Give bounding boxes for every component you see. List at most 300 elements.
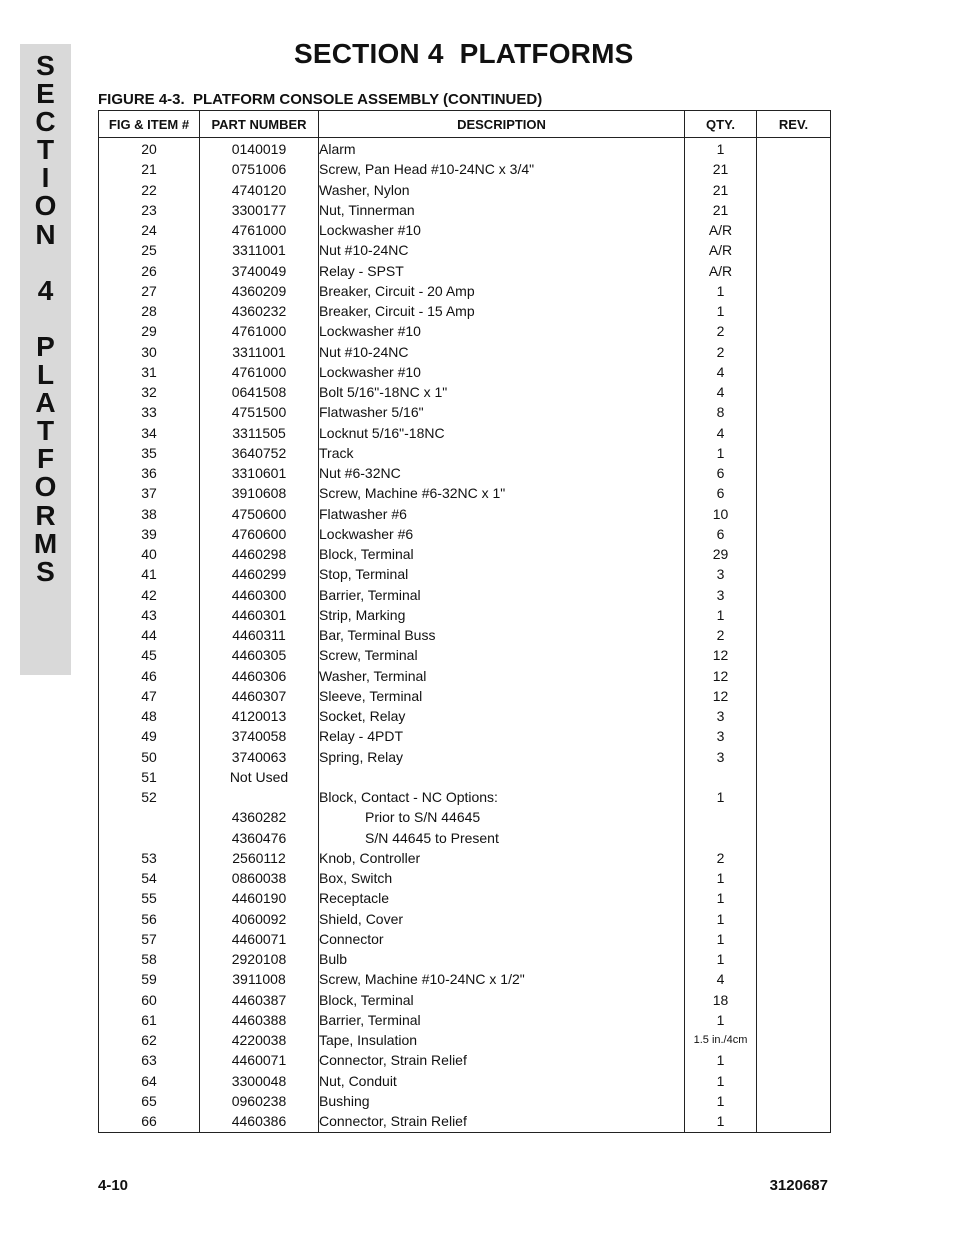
cell-qty: 6 bbox=[685, 463, 757, 483]
cell-part-number: 3300177 bbox=[200, 200, 319, 220]
cell-qty: 1 bbox=[685, 1071, 757, 1091]
header-part-number: PART NUMBER bbox=[200, 111, 319, 138]
cell-description: Shield, Cover bbox=[319, 909, 685, 929]
cell-description: Bar, Terminal Buss bbox=[319, 625, 685, 645]
cell-fig-item: 39 bbox=[99, 524, 200, 544]
table-row bbox=[99, 969, 831, 989]
cell-fig-item: 52 bbox=[99, 787, 200, 807]
cell-qty: 21 bbox=[685, 200, 757, 220]
cell-fig-item bbox=[99, 807, 200, 827]
cell-description: Screw, Machine #10-24NC x 1/2" bbox=[319, 969, 685, 989]
cell-description: Block, Contact - NC Options: bbox=[319, 787, 685, 807]
cell-rev bbox=[757, 605, 831, 625]
cell-description: Locknut 5/16"-18NC bbox=[319, 423, 685, 443]
cell-rev bbox=[757, 301, 831, 321]
cell-part-number: 3910608 bbox=[200, 483, 319, 503]
cell-description: Spring, Relay bbox=[319, 747, 685, 767]
cell-rev bbox=[757, 463, 831, 483]
cell-fig-item: 34 bbox=[99, 423, 200, 443]
table-row bbox=[99, 625, 831, 645]
side-tab-letter: T bbox=[36, 134, 55, 166]
cell-description: Bulb bbox=[319, 949, 685, 969]
cell-rev bbox=[757, 787, 831, 807]
table-row bbox=[99, 1030, 831, 1050]
cell-rev bbox=[757, 929, 831, 949]
cell-qty: 1 bbox=[685, 1091, 757, 1111]
table-row bbox=[99, 463, 831, 483]
cell-fig-item: 42 bbox=[99, 585, 200, 605]
cell-description: Lockwasher #6 bbox=[319, 524, 685, 544]
cell-qty: 1 bbox=[685, 281, 757, 301]
cell-fig-item: 63 bbox=[99, 1050, 200, 1070]
cell-rev bbox=[757, 1050, 831, 1070]
cell-part-number: 4751500 bbox=[200, 402, 319, 422]
cell-qty: 1 bbox=[685, 605, 757, 625]
cell-part-number: Not Used bbox=[200, 767, 319, 787]
cell-rev bbox=[757, 402, 831, 422]
cell-description: Screw, Pan Head #10-24NC x 3/4" bbox=[319, 159, 685, 179]
table-row bbox=[99, 301, 831, 321]
cell-description: Nut #10-24NC bbox=[319, 240, 685, 260]
cell-fig-item: 37 bbox=[99, 483, 200, 503]
cell-fig-item: 48 bbox=[99, 706, 200, 726]
cell-qty bbox=[685, 828, 757, 848]
cell-qty bbox=[685, 767, 757, 787]
cell-fig-item: 55 bbox=[99, 888, 200, 908]
table-row bbox=[99, 787, 831, 807]
table-row bbox=[99, 362, 831, 382]
cell-qty: 3 bbox=[685, 706, 757, 726]
table-row bbox=[99, 1091, 831, 1111]
cell-rev bbox=[757, 261, 831, 281]
table-row bbox=[99, 138, 831, 160]
cell-rev bbox=[757, 1071, 831, 1091]
cell-rev bbox=[757, 706, 831, 726]
cell-rev bbox=[757, 848, 831, 868]
cell-description: Barrier, Terminal bbox=[319, 1010, 685, 1030]
table-row bbox=[99, 605, 831, 625]
cell-part-number: 3740049 bbox=[200, 261, 319, 281]
cell-rev bbox=[757, 949, 831, 969]
cell-qty: 1 bbox=[685, 909, 757, 929]
table-row bbox=[99, 544, 831, 564]
table-row bbox=[99, 483, 831, 503]
cell-description: Barrier, Terminal bbox=[319, 585, 685, 605]
cell-fig-item: 25 bbox=[99, 240, 200, 260]
side-tab-letter: P bbox=[36, 330, 55, 362]
table-row bbox=[99, 1111, 831, 1133]
cell-qty: 29 bbox=[685, 544, 757, 564]
cell-qty: 12 bbox=[685, 686, 757, 706]
cell-fig-item: 30 bbox=[99, 342, 200, 362]
cell-fig-item: 56 bbox=[99, 909, 200, 929]
cell-qty: 12 bbox=[685, 645, 757, 665]
cell-description: Screw, Terminal bbox=[319, 645, 685, 665]
side-tab-letter: 4 bbox=[37, 274, 54, 306]
cell-part-number: 0140019 bbox=[200, 138, 319, 160]
cell-rev bbox=[757, 281, 831, 301]
cell-qty: 1 bbox=[685, 787, 757, 807]
table-row bbox=[99, 423, 831, 443]
cell-description: Lockwasher #10 bbox=[319, 362, 685, 382]
table-row bbox=[99, 990, 831, 1010]
cell-qty: 3 bbox=[685, 726, 757, 746]
cell-part-number: 4761000 bbox=[200, 220, 319, 240]
cell-part-number: 4460386 bbox=[200, 1111, 319, 1133]
table-row bbox=[99, 888, 831, 908]
table-row bbox=[99, 828, 831, 848]
cell-fig-item: 45 bbox=[99, 645, 200, 665]
cell-rev bbox=[757, 1010, 831, 1030]
cell-part-number: 4460299 bbox=[200, 564, 319, 584]
cell-description: Relay - SPST bbox=[319, 261, 685, 281]
cell-rev bbox=[757, 666, 831, 686]
cell-part-number: 4460300 bbox=[200, 585, 319, 605]
table-row bbox=[99, 382, 831, 402]
cell-description: Connector, Strain Relief bbox=[319, 1111, 685, 1133]
cell-qty: A/R bbox=[685, 220, 757, 240]
cell-part-number: 2560112 bbox=[200, 848, 319, 868]
cell-rev bbox=[757, 180, 831, 200]
table-row bbox=[99, 564, 831, 584]
table-row bbox=[99, 747, 831, 767]
cell-fig-item: 65 bbox=[99, 1091, 200, 1111]
side-tab-letter: A bbox=[35, 387, 56, 419]
cell-rev bbox=[757, 767, 831, 787]
cell-fig-item: 28 bbox=[99, 301, 200, 321]
cell-part-number: 4460387 bbox=[200, 990, 319, 1010]
table-header-row bbox=[99, 111, 831, 138]
cell-fig-item: 24 bbox=[99, 220, 200, 240]
cell-part-number: 4761000 bbox=[200, 362, 319, 382]
table-row bbox=[99, 1010, 831, 1030]
header-description: DESCRIPTION bbox=[319, 111, 685, 138]
cell-fig-item: 27 bbox=[99, 281, 200, 301]
cell-qty: 1 bbox=[685, 1010, 757, 1030]
cell-qty: 10 bbox=[685, 504, 757, 524]
cell-qty: 1 bbox=[685, 138, 757, 160]
cell-part-number: 0860038 bbox=[200, 868, 319, 888]
cell-qty: 1 bbox=[685, 443, 757, 463]
cell-fig-item: 29 bbox=[99, 321, 200, 341]
cell-description: S/N 44645 to Present bbox=[319, 828, 685, 848]
cell-qty: 4 bbox=[685, 382, 757, 402]
cell-qty: 18 bbox=[685, 990, 757, 1010]
table-row bbox=[99, 1071, 831, 1091]
cell-qty: 4 bbox=[685, 362, 757, 382]
cell-part-number: 3311505 bbox=[200, 423, 319, 443]
cell-part-number: 0751006 bbox=[200, 159, 319, 179]
cell-qty: 8 bbox=[685, 402, 757, 422]
cell-qty: 2 bbox=[685, 342, 757, 362]
cell-qty: A/R bbox=[685, 261, 757, 281]
cell-rev bbox=[757, 159, 831, 179]
cell-description: Stop, Terminal bbox=[319, 564, 685, 584]
cell-rev bbox=[757, 362, 831, 382]
table-row bbox=[99, 220, 831, 240]
cell-fig-item: 53 bbox=[99, 848, 200, 868]
cell-qty: 4 bbox=[685, 969, 757, 989]
cell-rev bbox=[757, 747, 831, 767]
cell-description: Knob, Controller bbox=[319, 848, 685, 868]
side-tab-letter: O bbox=[34, 471, 57, 503]
cell-fig-item: 49 bbox=[99, 726, 200, 746]
cell-description: Nut #6-32NC bbox=[319, 463, 685, 483]
cell-fig-item bbox=[99, 828, 200, 848]
cell-qty: 1 bbox=[685, 301, 757, 321]
cell-qty: 2 bbox=[685, 625, 757, 645]
cell-part-number: 0960238 bbox=[200, 1091, 319, 1111]
cell-description: Alarm bbox=[319, 138, 685, 160]
cell-fig-item: 66 bbox=[99, 1111, 200, 1133]
table-row bbox=[99, 949, 831, 969]
section-side-tab-letters bbox=[20, 52, 71, 586]
cell-rev bbox=[757, 382, 831, 402]
cell-qty: 1 bbox=[685, 949, 757, 969]
cell-part-number: 4460307 bbox=[200, 686, 319, 706]
table-row bbox=[99, 342, 831, 362]
parts-table-body bbox=[99, 138, 831, 1133]
cell-description: Connector, Strain Relief bbox=[319, 1050, 685, 1070]
cell-fig-item: 38 bbox=[99, 504, 200, 524]
cell-fig-item: 64 bbox=[99, 1071, 200, 1091]
cell-description: Flatwasher #6 bbox=[319, 504, 685, 524]
table-row bbox=[99, 504, 831, 524]
side-tab-letter: C bbox=[35, 106, 56, 138]
cell-part-number: 4120013 bbox=[200, 706, 319, 726]
cell-fig-item: 23 bbox=[99, 200, 200, 220]
cell-part-number: 4360282 bbox=[200, 807, 319, 827]
table-row bbox=[99, 686, 831, 706]
cell-part-number: 3311001 bbox=[200, 342, 319, 362]
cell-part-number: 3740058 bbox=[200, 726, 319, 746]
cell-qty: 2 bbox=[685, 848, 757, 868]
cell-rev bbox=[757, 686, 831, 706]
cell-description: Screw, Machine #6-32NC x 1" bbox=[319, 483, 685, 503]
cell-description: Breaker, Circuit - 15 Amp bbox=[319, 301, 685, 321]
side-tab-letter: E bbox=[36, 78, 55, 110]
cell-description: Nut #10-24NC bbox=[319, 342, 685, 362]
cell-part-number: 4460298 bbox=[200, 544, 319, 564]
cell-description: Connector bbox=[319, 929, 685, 949]
table-row bbox=[99, 666, 831, 686]
cell-fig-item: 62 bbox=[99, 1030, 200, 1050]
header-rev: REV. bbox=[757, 111, 831, 138]
cell-rev bbox=[757, 483, 831, 503]
cell-description: Nut, Conduit bbox=[319, 1071, 685, 1091]
cell-fig-item: 22 bbox=[99, 180, 200, 200]
parts-table bbox=[98, 110, 831, 1133]
cell-part-number: 4460071 bbox=[200, 1050, 319, 1070]
cell-fig-item: 32 bbox=[99, 382, 200, 402]
cell-rev bbox=[757, 423, 831, 443]
cell-qty: 1 bbox=[685, 868, 757, 888]
table-row bbox=[99, 443, 831, 463]
cell-part-number: 4460305 bbox=[200, 645, 319, 665]
cell-fig-item: 61 bbox=[99, 1010, 200, 1030]
cell-rev bbox=[757, 1030, 831, 1050]
side-tab-letter: L bbox=[36, 359, 55, 391]
cell-qty: 6 bbox=[685, 524, 757, 544]
cell-description: Bushing bbox=[319, 1091, 685, 1111]
cell-fig-item: 59 bbox=[99, 969, 200, 989]
cell-description: Nut, Tinnerman bbox=[319, 200, 685, 220]
cell-part-number: 4460388 bbox=[200, 1010, 319, 1030]
cell-part-number: 3310601 bbox=[200, 463, 319, 483]
cell-part-number: 4460311 bbox=[200, 625, 319, 645]
cell-qty: 12 bbox=[685, 666, 757, 686]
side-tab-letter: S bbox=[36, 555, 55, 587]
cell-fig-item: 46 bbox=[99, 666, 200, 686]
cell-fig-item: 44 bbox=[99, 625, 200, 645]
cell-description bbox=[319, 767, 685, 787]
page-title: SECTION 4 PLATFORMS bbox=[294, 38, 634, 69]
cell-qty: 4 bbox=[685, 423, 757, 443]
cell-rev bbox=[757, 443, 831, 463]
cell-qty: 21 bbox=[685, 180, 757, 200]
cell-description: Box, Switch bbox=[319, 868, 685, 888]
cell-description: Strip, Marking bbox=[319, 605, 685, 625]
table-row bbox=[99, 261, 831, 281]
cell-part-number: 3911008 bbox=[200, 969, 319, 989]
table-row bbox=[99, 281, 831, 301]
table-row bbox=[99, 929, 831, 949]
cell-rev bbox=[757, 868, 831, 888]
cell-part-number: 0641508 bbox=[200, 382, 319, 402]
cell-rev bbox=[757, 544, 831, 564]
cell-part-number: 4360476 bbox=[200, 828, 319, 848]
cell-description: Washer, Terminal bbox=[319, 666, 685, 686]
table-row bbox=[99, 726, 831, 746]
cell-rev bbox=[757, 888, 831, 908]
cell-part-number: 4750600 bbox=[200, 504, 319, 524]
cell-qty: 3 bbox=[685, 585, 757, 605]
cell-qty: 1 bbox=[685, 888, 757, 908]
cell-part-number: 4740120 bbox=[200, 180, 319, 200]
cell-part-number: 4220038 bbox=[200, 1030, 319, 1050]
cell-qty: 6 bbox=[685, 483, 757, 503]
cell-description: Tape, Insulation bbox=[319, 1030, 685, 1050]
table-row bbox=[99, 524, 831, 544]
cell-fig-item: 50 bbox=[99, 747, 200, 767]
cell-description: Track bbox=[319, 443, 685, 463]
cell-rev bbox=[757, 585, 831, 605]
cell-description: Lockwasher #10 bbox=[319, 220, 685, 240]
side-tab-letter: R bbox=[35, 499, 56, 531]
cell-description: Socket, Relay bbox=[319, 706, 685, 726]
page-number: 4-10 bbox=[98, 1177, 129, 1194]
cell-rev bbox=[757, 1111, 831, 1133]
cell-rev bbox=[757, 990, 831, 1010]
cell-part-number: 2920108 bbox=[200, 949, 319, 969]
cell-rev bbox=[757, 1091, 831, 1111]
cell-fig-item: 47 bbox=[99, 686, 200, 706]
cell-fig-item: 33 bbox=[99, 402, 200, 422]
cell-part-number: 3740063 bbox=[200, 747, 319, 767]
table-row bbox=[99, 909, 831, 929]
cell-fig-item: 51 bbox=[99, 767, 200, 787]
cell-description: Lockwasher #10 bbox=[319, 321, 685, 341]
cell-description: Washer, Nylon bbox=[319, 180, 685, 200]
table-row bbox=[99, 807, 831, 827]
cell-rev bbox=[757, 342, 831, 362]
cell-part-number: 3311001 bbox=[200, 240, 319, 260]
cell-fig-item: 57 bbox=[99, 929, 200, 949]
cell-description: Bolt 5/16"-18NC x 1" bbox=[319, 382, 685, 402]
cell-fig-item: 40 bbox=[99, 544, 200, 564]
cell-description: Block, Terminal bbox=[319, 544, 685, 564]
side-tab-letter: T bbox=[36, 415, 55, 447]
table-row bbox=[99, 180, 831, 200]
side-tab-letter: N bbox=[35, 218, 56, 250]
cell-qty bbox=[685, 807, 757, 827]
cell-fig-item: 21 bbox=[99, 159, 200, 179]
side-tab-letter: F bbox=[36, 443, 55, 475]
cell-rev bbox=[757, 240, 831, 260]
side-tab-letter: I bbox=[41, 162, 50, 194]
cell-qty: 1 bbox=[685, 1111, 757, 1133]
cell-qty: 1 bbox=[685, 1050, 757, 1070]
side-tab-letter: M bbox=[33, 527, 58, 559]
cell-rev bbox=[757, 726, 831, 746]
cell-description: Sleeve, Terminal bbox=[319, 686, 685, 706]
table-row bbox=[99, 645, 831, 665]
document-number: 3120687 bbox=[769, 1177, 828, 1194]
table-row bbox=[99, 868, 831, 888]
cell-qty: 3 bbox=[685, 564, 757, 584]
cell-part-number: 3640752 bbox=[200, 443, 319, 463]
cell-part-number: 4460071 bbox=[200, 929, 319, 949]
figure-title: FIGURE 4-3. PLATFORM CONSOLE ASSEMBLY (CONTINUED) bbox=[98, 91, 543, 108]
cell-rev bbox=[757, 564, 831, 584]
cell-part-number bbox=[200, 787, 319, 807]
cell-qty: 2 bbox=[685, 321, 757, 341]
cell-description: Receptacle bbox=[319, 888, 685, 908]
cell-qty: 21 bbox=[685, 159, 757, 179]
section-side-tab bbox=[20, 44, 71, 675]
cell-part-number: 4360209 bbox=[200, 281, 319, 301]
cell-description: Flatwasher 5/16" bbox=[319, 402, 685, 422]
table-row bbox=[99, 848, 831, 868]
cell-description: Block, Terminal bbox=[319, 990, 685, 1010]
table-row bbox=[99, 1050, 831, 1070]
cell-rev bbox=[757, 504, 831, 524]
cell-fig-item: 60 bbox=[99, 990, 200, 1010]
cell-rev bbox=[757, 321, 831, 341]
cell-qty: 1 bbox=[685, 929, 757, 949]
header-fig-item: FIG & ITEM # bbox=[99, 111, 200, 138]
cell-fig-item: 58 bbox=[99, 949, 200, 969]
cell-rev bbox=[757, 138, 831, 160]
cell-part-number: 4460301 bbox=[200, 605, 319, 625]
cell-rev bbox=[757, 807, 831, 827]
cell-description: Breaker, Circuit - 20 Amp bbox=[319, 281, 685, 301]
table-row bbox=[99, 767, 831, 787]
cell-part-number: 4760600 bbox=[200, 524, 319, 544]
side-tab-letter: S bbox=[36, 50, 55, 81]
cell-fig-item: 43 bbox=[99, 605, 200, 625]
cell-rev bbox=[757, 200, 831, 220]
cell-rev bbox=[757, 969, 831, 989]
cell-rev bbox=[757, 645, 831, 665]
cell-part-number: 4360232 bbox=[200, 301, 319, 321]
cell-rev bbox=[757, 828, 831, 848]
table-row bbox=[99, 240, 831, 260]
cell-rev bbox=[757, 625, 831, 645]
table-row bbox=[99, 159, 831, 179]
cell-fig-item: 26 bbox=[99, 261, 200, 281]
table-row bbox=[99, 402, 831, 422]
